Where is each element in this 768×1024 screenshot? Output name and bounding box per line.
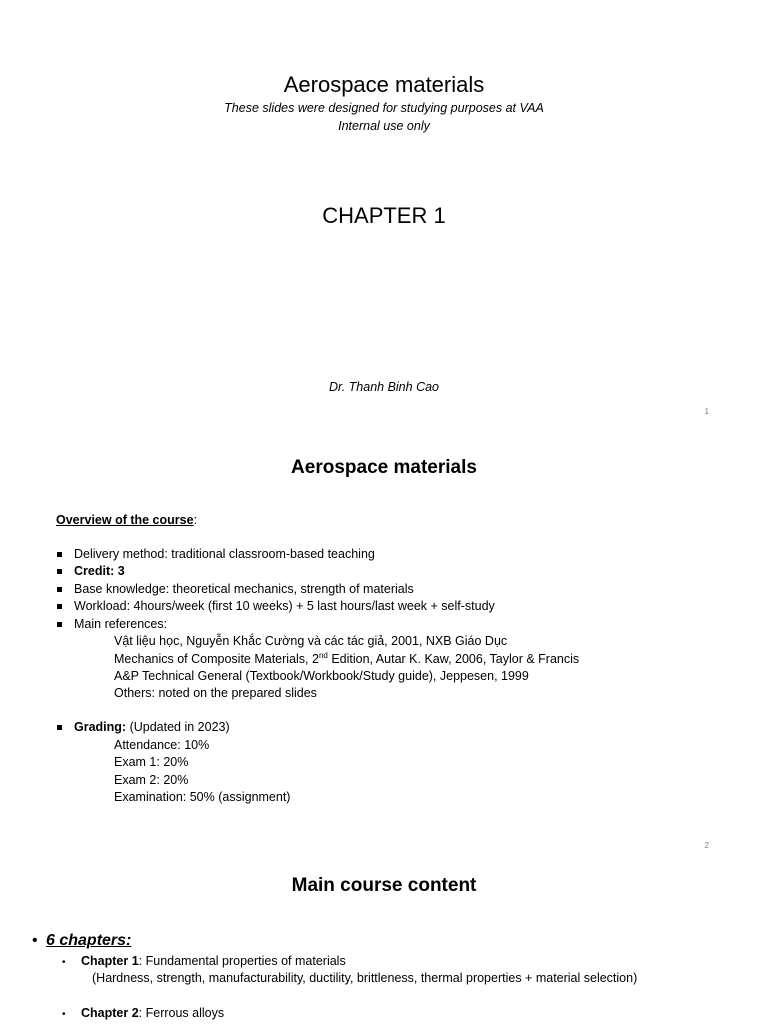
chapter-2-item [62,1006,224,1020]
slide1-chapter-heading: CHAPTER 1 [322,203,446,228]
slide1-title: Aerospace materials [283,72,485,97]
grading-note: (Updated in 2023) [126,720,230,734]
workload: Workload: 4hours/week (first 10 weeks) + 5 last hours/last week + self-study [74,599,495,613]
reference-2-rest: Edition, Autar K. Kaw, 2006, Taylor & Francis [327,652,580,667]
main-references-label: Main references: [74,617,168,631]
delivery-method: Delivery method: traditional classroom-based teaching [74,547,375,561]
slide1-subtitle-2: Internal use only [338,119,430,133]
slide1-subtitle-1: These slides were designed for studying purposes at VAA [224,101,544,115]
slide2-page-number: 2 [704,841,709,850]
grading-attendance: Attendance: 10% [114,738,210,752]
square-bullet-icon [57,569,62,574]
chapters-heading [32,932,131,950]
overview-heading [56,513,197,527]
slide2-title: Aerospace materials [291,457,477,478]
chapter-1-item [62,954,346,968]
slide-2 [0,432,768,864]
bullet-icon: • [62,957,66,968]
grading-examination: Examination: 50% (assignment) [114,790,291,804]
square-bullet-icon [57,552,62,557]
reference-2 [114,651,579,666]
square-bullet-icon [57,604,62,609]
base-knowledge: Base knowledge: theoretical mechanics, strength of materials [74,582,414,596]
square-bullet-icon [57,725,62,730]
reference-3: A&P Technical General (Textbook/Workbook/Study guide), Jeppesen, 1999 [114,669,529,683]
chapter-2-label: Chapter 2 [81,1006,139,1020]
grading-line [74,720,230,734]
reference-2-superscript: nd [318,651,328,660]
slide1-page-number: 1 [704,407,709,416]
reference-2-text: Mechanics of Composite Materials, 2 [114,652,319,667]
grading-exam-1: Exam 1: 20% [114,755,189,769]
slide-1 [0,0,768,432]
square-bullet-icon [57,622,62,627]
credit: Credit: 3 [74,564,125,578]
chapter-1-text: : Fundamental properties of materials [138,954,346,968]
grading-label: Grading: [74,720,127,734]
reference-4: Others: noted on the prepared slides [114,686,317,700]
grading-exam-2: Exam 2: 20% [114,773,189,787]
bullet-icon: • [32,932,38,949]
slide3-title: Main course content [291,875,477,896]
slide-3 [0,864,768,1024]
chapter-2-text: : Ferrous alloys [138,1006,225,1020]
chapters-colon: : [126,932,132,949]
reference-1: Vật liệu học, Nguyễn Khắc Cường và các tác giả, 2001, NXB Giáo Dục [114,634,508,648]
slide1-author: Dr. Thanh Binh Cao [328,380,439,394]
chapters-label: 6 chapters [46,932,127,949]
chapter-1-detail: (Hardness, strength, manufacturability, ductility, brittleness, thermal properties + material selection) [92,971,638,985]
overview-label: Overview of the course [56,513,194,527]
overview-colon: : [193,513,198,527]
square-bullet-icon [57,587,62,592]
chapter-1-label: Chapter 1 [81,954,139,968]
bullet-icon: • [62,1009,66,1020]
